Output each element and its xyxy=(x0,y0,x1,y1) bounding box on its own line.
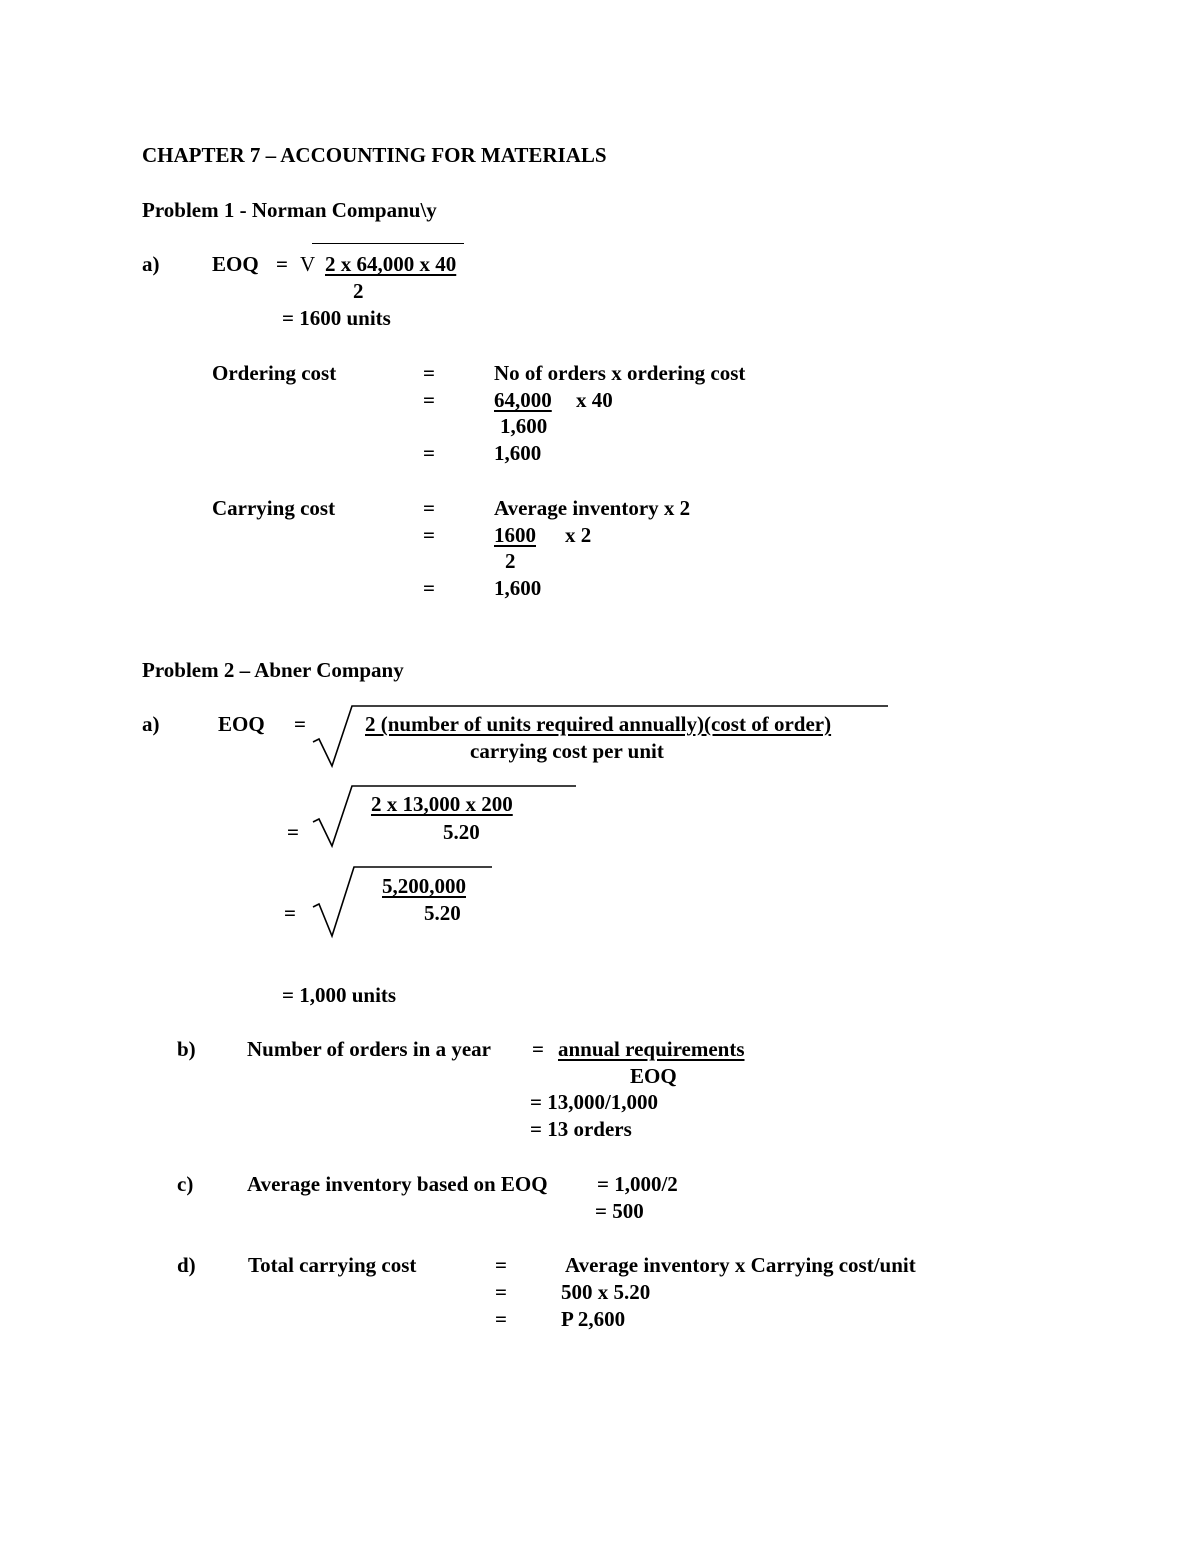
p2-step3-denominator: 5.20 xyxy=(424,901,461,925)
p2-b-text: Number of orders in a year xyxy=(247,1037,491,1061)
p2-eoq-label: EOQ xyxy=(218,712,265,736)
ordering-cost-label: Ordering cost xyxy=(212,361,337,385)
p2-b-denominator: EOQ xyxy=(630,1064,677,1088)
p2-formula-numerator: 2 (number of units required annually)(cost of order) xyxy=(365,712,832,736)
p2-step2-denominator: 5.20 xyxy=(443,820,480,844)
carrying-formula: Average inventory x 2 xyxy=(494,496,691,520)
carrying-numerator: 1600 xyxy=(494,523,536,547)
carrying-eq-2: = xyxy=(423,523,435,547)
carrying-cost-label: Carrying cost xyxy=(212,496,336,520)
p2-step3-numerator: 5,200,000 xyxy=(382,874,466,898)
ordering-formula: No of orders x ordering cost xyxy=(494,361,746,385)
p2-step2-numerator: 2 x 13,000 x 200 xyxy=(371,792,513,816)
p2-d-step: 500 x 5.20 xyxy=(561,1280,651,1304)
p2-d-result: P 2,600 xyxy=(561,1307,626,1331)
p2-eq-2: = xyxy=(287,820,299,844)
ordering-result: 1,600 xyxy=(494,441,542,465)
p2-d-text: Total carrying cost xyxy=(248,1253,417,1277)
p2-d-eq-2: = xyxy=(495,1280,507,1304)
carrying-result: 1,600 xyxy=(494,576,542,600)
p1-eoq-equals: = xyxy=(276,252,288,276)
ordering-numerator: 64,000 xyxy=(494,388,552,412)
carrying-denominator: 2 xyxy=(505,549,516,573)
p2-b-result-2: = 13 orders xyxy=(530,1117,632,1141)
carrying-multiplier: x 2 xyxy=(565,523,592,547)
ordering-multiplier: x 40 xyxy=(576,388,613,412)
ordering-denominator: 1,600 xyxy=(500,414,548,438)
p2-d-formula: Average inventory x Carrying cost/unit xyxy=(565,1253,916,1277)
ordering-eq-2: = xyxy=(423,388,435,412)
problem-1-heading: Problem 1 - Norman Companu\y xyxy=(142,198,437,222)
p1-eoq-numerator: 2 x 64,000 x 40 xyxy=(325,252,457,276)
p2-b-label: b) xyxy=(177,1037,196,1061)
p2-b-result-1: = 13,000/1,000 xyxy=(530,1090,659,1114)
carrying-eq-3: = xyxy=(423,576,435,600)
p2-b-numerator: annual requirements xyxy=(558,1037,745,1061)
p1-eoq-result: = 1600 units xyxy=(282,306,391,330)
p2-eoq-equals: = xyxy=(294,712,306,736)
problem-2-heading: Problem 2 – Abner Company xyxy=(142,658,404,682)
p2-c-label: c) xyxy=(177,1172,194,1196)
carrying-eq-1: = xyxy=(423,496,435,520)
p2-eq-3: = xyxy=(284,901,296,925)
p2-c-result-2: = 500 xyxy=(595,1199,644,1223)
p2-d-eq-1: = xyxy=(495,1253,507,1277)
p1-radical-vinculum xyxy=(312,243,464,244)
page-title: CHAPTER 7 – ACCOUNTING FOR MATERIALS xyxy=(142,143,607,167)
p2-c-result-1: = 1,000/2 xyxy=(597,1172,678,1196)
ordering-eq-3: = xyxy=(423,441,435,465)
ordering-eq-1: = xyxy=(423,361,435,385)
p2-d-eq-3: = xyxy=(495,1307,507,1331)
p2-d-label: d) xyxy=(177,1253,196,1277)
p2-eoq-result: = 1,000 units xyxy=(282,983,397,1007)
p2-c-text: Average inventory based on EOQ xyxy=(247,1172,548,1196)
p1-radical-sign: V xyxy=(300,252,316,276)
p1-a-label: a) xyxy=(142,252,160,276)
p2-formula-denominator: carrying cost per unit xyxy=(470,739,664,763)
p2-b-equals: = xyxy=(532,1037,544,1061)
p2-a-label: a) xyxy=(142,712,160,736)
p1-eoq-label: EOQ xyxy=(212,252,259,276)
p1-eoq-denominator: 2 xyxy=(353,279,364,303)
